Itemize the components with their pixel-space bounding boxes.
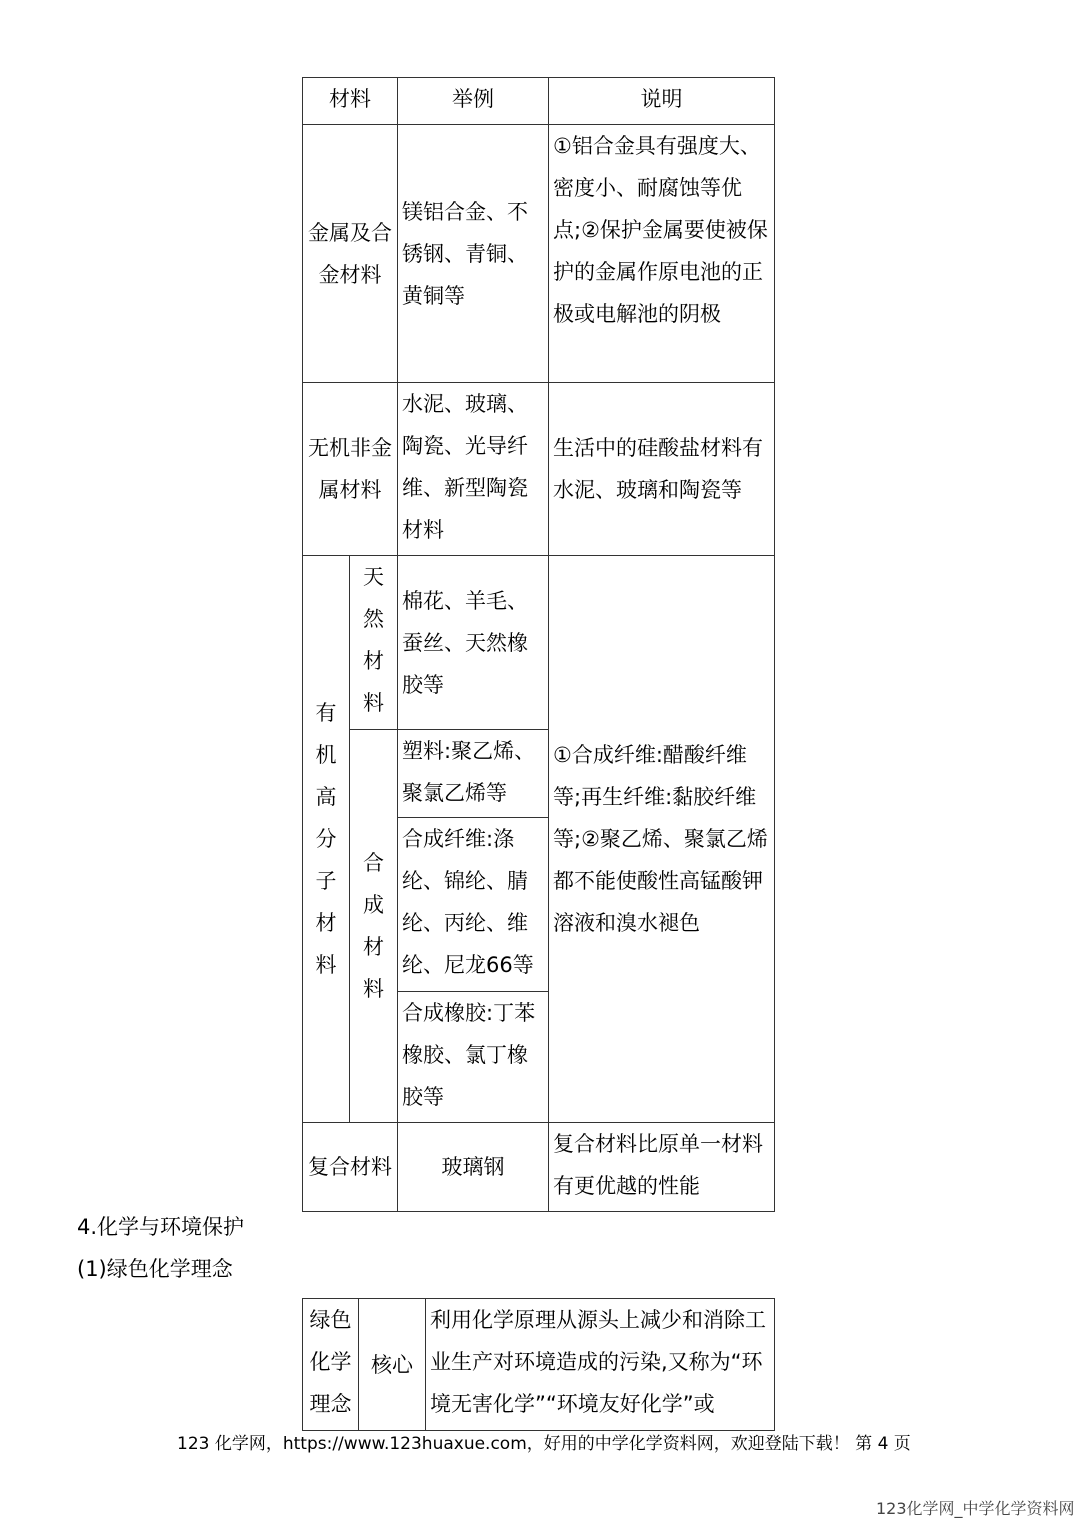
table-row-composite xyxy=(303,1123,775,1212)
natural-name-cell xyxy=(350,556,398,730)
natural-example: 棉花、羊毛、蚕丝、天然橡胶等 xyxy=(398,556,549,730)
green-table-row xyxy=(303,1299,775,1431)
inorganic-note: 生活中的硅酸盐材料有水泥、玻璃和陶瓷等 xyxy=(549,383,775,556)
materials-table xyxy=(302,77,775,1212)
inorganic-name: 无机非金属材料 xyxy=(303,383,398,556)
synthetic-example-fiber: 合成纤维:涤纶、锦纶、腈纶、丙纶、维纶、尼龙66等 xyxy=(398,818,549,992)
green-core-label: 核心 xyxy=(359,1299,426,1431)
green-chemistry-table xyxy=(302,1298,775,1431)
table-row-metal xyxy=(303,125,775,383)
inorganic-example: 水泥、玻璃、陶瓷、光导纤维、新型陶瓷材料 xyxy=(398,383,549,556)
page-footer: 123 化学网，https://www.123huaxue.com，好用的中学化学资料网，欢迎登陆下载！ 第 4 页 xyxy=(177,1434,911,1454)
synthetic-name: 合成材料 xyxy=(363,851,384,1001)
metal-example: 镁铝合金、不锈钢、青铜、黄铜等 xyxy=(398,125,549,383)
green-concept: 绿色化学理念 xyxy=(309,1308,352,1416)
composite-note: 复合材料比原单一材料有更优越的性能 xyxy=(549,1123,775,1212)
header-note: 说明 xyxy=(549,78,775,125)
metal-name: 金属及合金材料 xyxy=(303,125,398,383)
green-concept-cell xyxy=(303,1299,359,1431)
organic-note: ①合成纤维:醋酸纤维等;再生纤维:黏胶纤维等;②聚乙烯、聚氯乙烯都不能使酸性高锰酸钾溶液和溴水褪色 xyxy=(549,556,775,1123)
synthetic-example-rubber: 合成橡胶:丁苯橡胶、氯丁橡胶等 xyxy=(398,992,549,1123)
synthetic-name-cell xyxy=(350,730,398,1123)
green-core-text: 利用化学原理从源头上减少和消除工业生产对环境造成的污染,又称为“环境无害化学”“环境友好化学”或 xyxy=(426,1299,775,1431)
table-header-row xyxy=(303,78,775,125)
table-row-inorganic xyxy=(303,383,775,556)
organic-name: 有机高分子材料 xyxy=(315,701,337,977)
composite-example: 玻璃钢 xyxy=(398,1123,549,1212)
table-row-natural xyxy=(303,556,775,730)
metal-note: ①铝合金具有强度大、密度小、耐腐蚀等优点;②保护金属要使被保护的金属作原电池的正极或电解池的阴极 xyxy=(549,125,775,383)
organic-name-cell xyxy=(303,556,350,1123)
section-heading: 4.化学与环境保护 xyxy=(77,1215,245,1239)
composite-name: 复合材料 xyxy=(303,1123,398,1212)
header-example: 举例 xyxy=(398,78,549,125)
header-material: 材料 xyxy=(303,78,398,125)
synthetic-example-plastic: 塑料:聚乙烯、聚氯乙烯等 xyxy=(398,730,549,818)
subsection-heading: (1)绿色化学理念 xyxy=(77,1257,233,1281)
natural-name: 天然材料 xyxy=(363,565,384,715)
watermark: 123化学网_中学化学资料网 xyxy=(876,1499,1075,1518)
